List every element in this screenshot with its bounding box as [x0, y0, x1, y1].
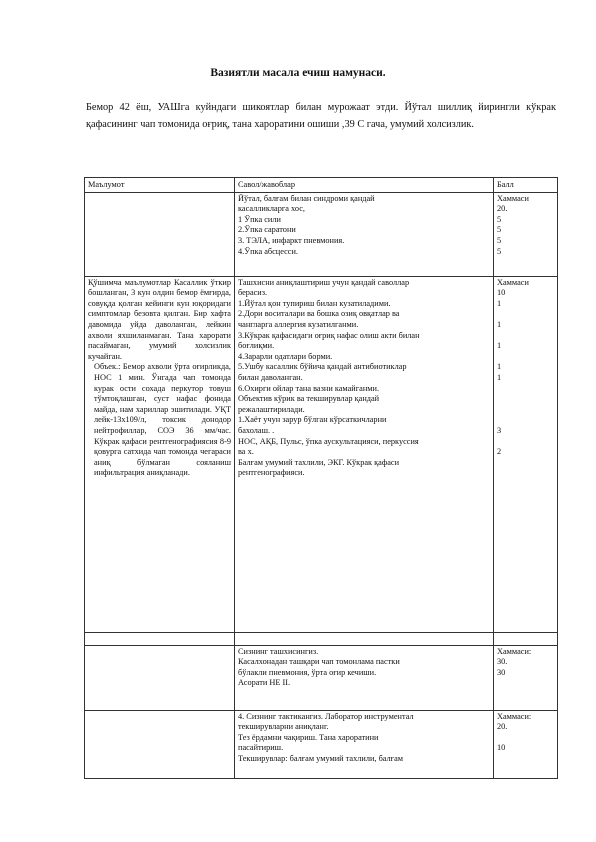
score-spacer — [497, 384, 554, 395]
score-value: 1 — [497, 372, 502, 382]
qa-line: 3. ТЭЛА, инфаркт пневмония. — [238, 235, 345, 245]
objective-exam: Объек.: Бемор ахволи ўрта оғирликда, НОС 1 мин. Ўнгада чап томонда курак ости сохада перкутор товуш тўмтоқлашган, суст нафас фонида майда, нам хаpиллар эшитилади. УҚТ лейк-13х109/л, токсик донодор нейтрофиллар, СОЭ 36 мм/час. Кўкрак қафаси рентгенографиясия 8-9 қовурга сатхида чап томонда чегараси аниқ бўлмаган сояланиш инфильтрация аниқланади. — [94, 362, 231, 478]
score-spacer — [497, 394, 554, 405]
score-value: Хаммаси — [497, 277, 529, 287]
qa-line: Сизнинг ташхисингиз. — [238, 646, 319, 656]
score-spacer — [497, 437, 554, 448]
score-value: 5 — [497, 214, 502, 224]
qa-line: НОС, АҚБ, Пульс, ўпка аускультацияси, перкуссия — [238, 436, 419, 446]
qa-line: 4. Сизнинг тактикангиз. Лаборатор инструментал — [238, 711, 414, 721]
qa-line: 2.Ўпка саратони — [238, 225, 296, 235]
case-table — [84, 177, 558, 779]
qa-line: 1.Хаёт учун зарур бўлган кўрсаткичларни — [238, 415, 387, 425]
score-spacer — [497, 415, 554, 426]
qa-cell — [235, 192, 494, 276]
score-value: 5 — [497, 225, 502, 235]
info-cell — [85, 645, 235, 710]
score-spacer — [497, 405, 554, 416]
qa-cell — [235, 710, 494, 778]
qa-line: бахолаш. . — [238, 425, 275, 435]
qa-line: берасиз. — [238, 288, 268, 298]
score-value: 10 — [497, 288, 506, 298]
score-value: 1 — [497, 362, 502, 372]
header-info: Маълумот — [85, 178, 235, 193]
qa-line: 1 Ўпка сили — [238, 214, 281, 224]
qa-line: боғлиқми. — [238, 341, 275, 351]
info-cell — [85, 710, 235, 778]
score-cell — [494, 710, 558, 778]
qa-line: 2.Дори воситалари ва бошка озиқ овқатлар ва — [238, 309, 400, 319]
table-row — [85, 192, 558, 276]
score-value: 2 — [497, 447, 502, 457]
qa-line: Текширувлар: балғам умумий тахлили, балғам — [238, 753, 404, 763]
qa-cell — [235, 276, 494, 632]
score-value: 30. — [497, 657, 508, 667]
info-cell — [85, 192, 235, 276]
qa-line: Ташхисни аниқлаштириш учун қандай саволлар — [238, 277, 410, 287]
score-value: 1 — [497, 319, 502, 329]
qa-line: ва х. — [238, 447, 254, 457]
score-value: 5 — [497, 235, 502, 245]
table-row — [85, 276, 558, 632]
qa-line: пасайтириш. — [238, 743, 284, 753]
header-score: Балл — [494, 178, 558, 193]
score-value: 20. — [497, 722, 508, 732]
score-cell — [494, 645, 558, 710]
qa-cell — [235, 645, 494, 710]
case-description: Бемор 42 ёш, УАШга куйндаги шикоятлар билан мурожаат этди. Йўтал шиллиқ йирингли кўкрак қафасининг чап томонида оғриқ, тана хароратини ошиши ,39 С гача, умумий холсизлик. — [86, 102, 556, 130]
score-value: Хаммаси — [497, 193, 529, 203]
empty-cell — [235, 632, 494, 645]
info-cell — [85, 276, 235, 632]
score-cell — [494, 192, 558, 276]
qa-line: Тез ёрдамни чақириш. Тана хароратини — [238, 732, 379, 742]
additional-info: Қўшимча маълумотлар Касаллик ўткир бошланган, 3 кун олдин бемор ёмғирда, совуқда қолган кейинги кун юқоридаги симптомлар безовта қилган. Бир хафта давомида уйда даволанган, лейкин ахволи яхшиланмаган. Тана харорати пасаймаган, умумий холсизлик кучайган. — [88, 277, 231, 361]
qa-line: Касалхонадан ташқари чап томонлама пастки — [238, 657, 400, 667]
qa-line: 4.Ўпка абсцесси. — [238, 246, 298, 256]
score-value: 1 — [497, 341, 502, 351]
score-spacer — [497, 309, 554, 320]
table-row — [85, 710, 558, 778]
score-cell — [494, 276, 558, 632]
qa-line: 6.Охирги ойлар тана вазни камайганми. — [238, 383, 380, 393]
empty-cell — [494, 632, 558, 645]
qa-line: Йўтал, балғам билан синдроми қандай — [238, 193, 375, 203]
table-row — [85, 645, 558, 710]
score-value: 3 — [497, 425, 502, 435]
qa-line: чангларга аллергия кузатилганми. — [238, 319, 359, 329]
score-value: Хаммаси: — [497, 711, 532, 721]
qa-line: рентгенографияси. — [238, 468, 305, 478]
qa-line: режалаштирилади. — [238, 404, 305, 414]
empty-cell — [85, 632, 235, 645]
qa-line: Асорати НЕ II. — [238, 678, 291, 688]
qa-line: касалликларга хос, — [238, 204, 305, 214]
score-value: 5 — [497, 246, 502, 256]
qa-line: Балғам умумий тахлили, ЭКГ. Кўкрак қафаси — [238, 457, 400, 467]
score-spacer — [497, 733, 554, 744]
table-row — [85, 632, 558, 645]
qa-line: текширувларни аниқланг. — [238, 722, 329, 732]
table-header-row — [85, 178, 558, 193]
score-value: 30 — [497, 667, 506, 677]
score-value: 10 — [497, 743, 506, 753]
qa-line: 5.Ушбу касаллик бўйича қандай антибиотиклар — [238, 362, 407, 372]
qa-line: бўлакли пневмония, ўрта оғир кечиши. — [238, 667, 377, 677]
score-value: Хаммаси: — [497, 646, 532, 656]
score-spacer — [497, 352, 554, 363]
qa-line: 3.Кўкрак қафасидаги оғриқ нафас олиш акти билан — [238, 330, 420, 340]
page-title: Вазиятли масала ечиш намунаси. — [210, 67, 386, 79]
qa-line: Объектив кўрик ва текширувлар қандай — [238, 394, 380, 404]
score-value: 20. — [497, 204, 508, 214]
header-qa: Савол/жавоблар — [235, 178, 494, 193]
score-value: 1 — [497, 298, 502, 308]
qa-line: 4.Зарарли одатлари борми. — [238, 351, 333, 361]
score-spacer — [497, 331, 554, 342]
qa-line: билан даволанган. — [238, 372, 303, 382]
qa-line: 1.Йўтал қон тупириш билан кузатиладими. — [238, 298, 391, 308]
